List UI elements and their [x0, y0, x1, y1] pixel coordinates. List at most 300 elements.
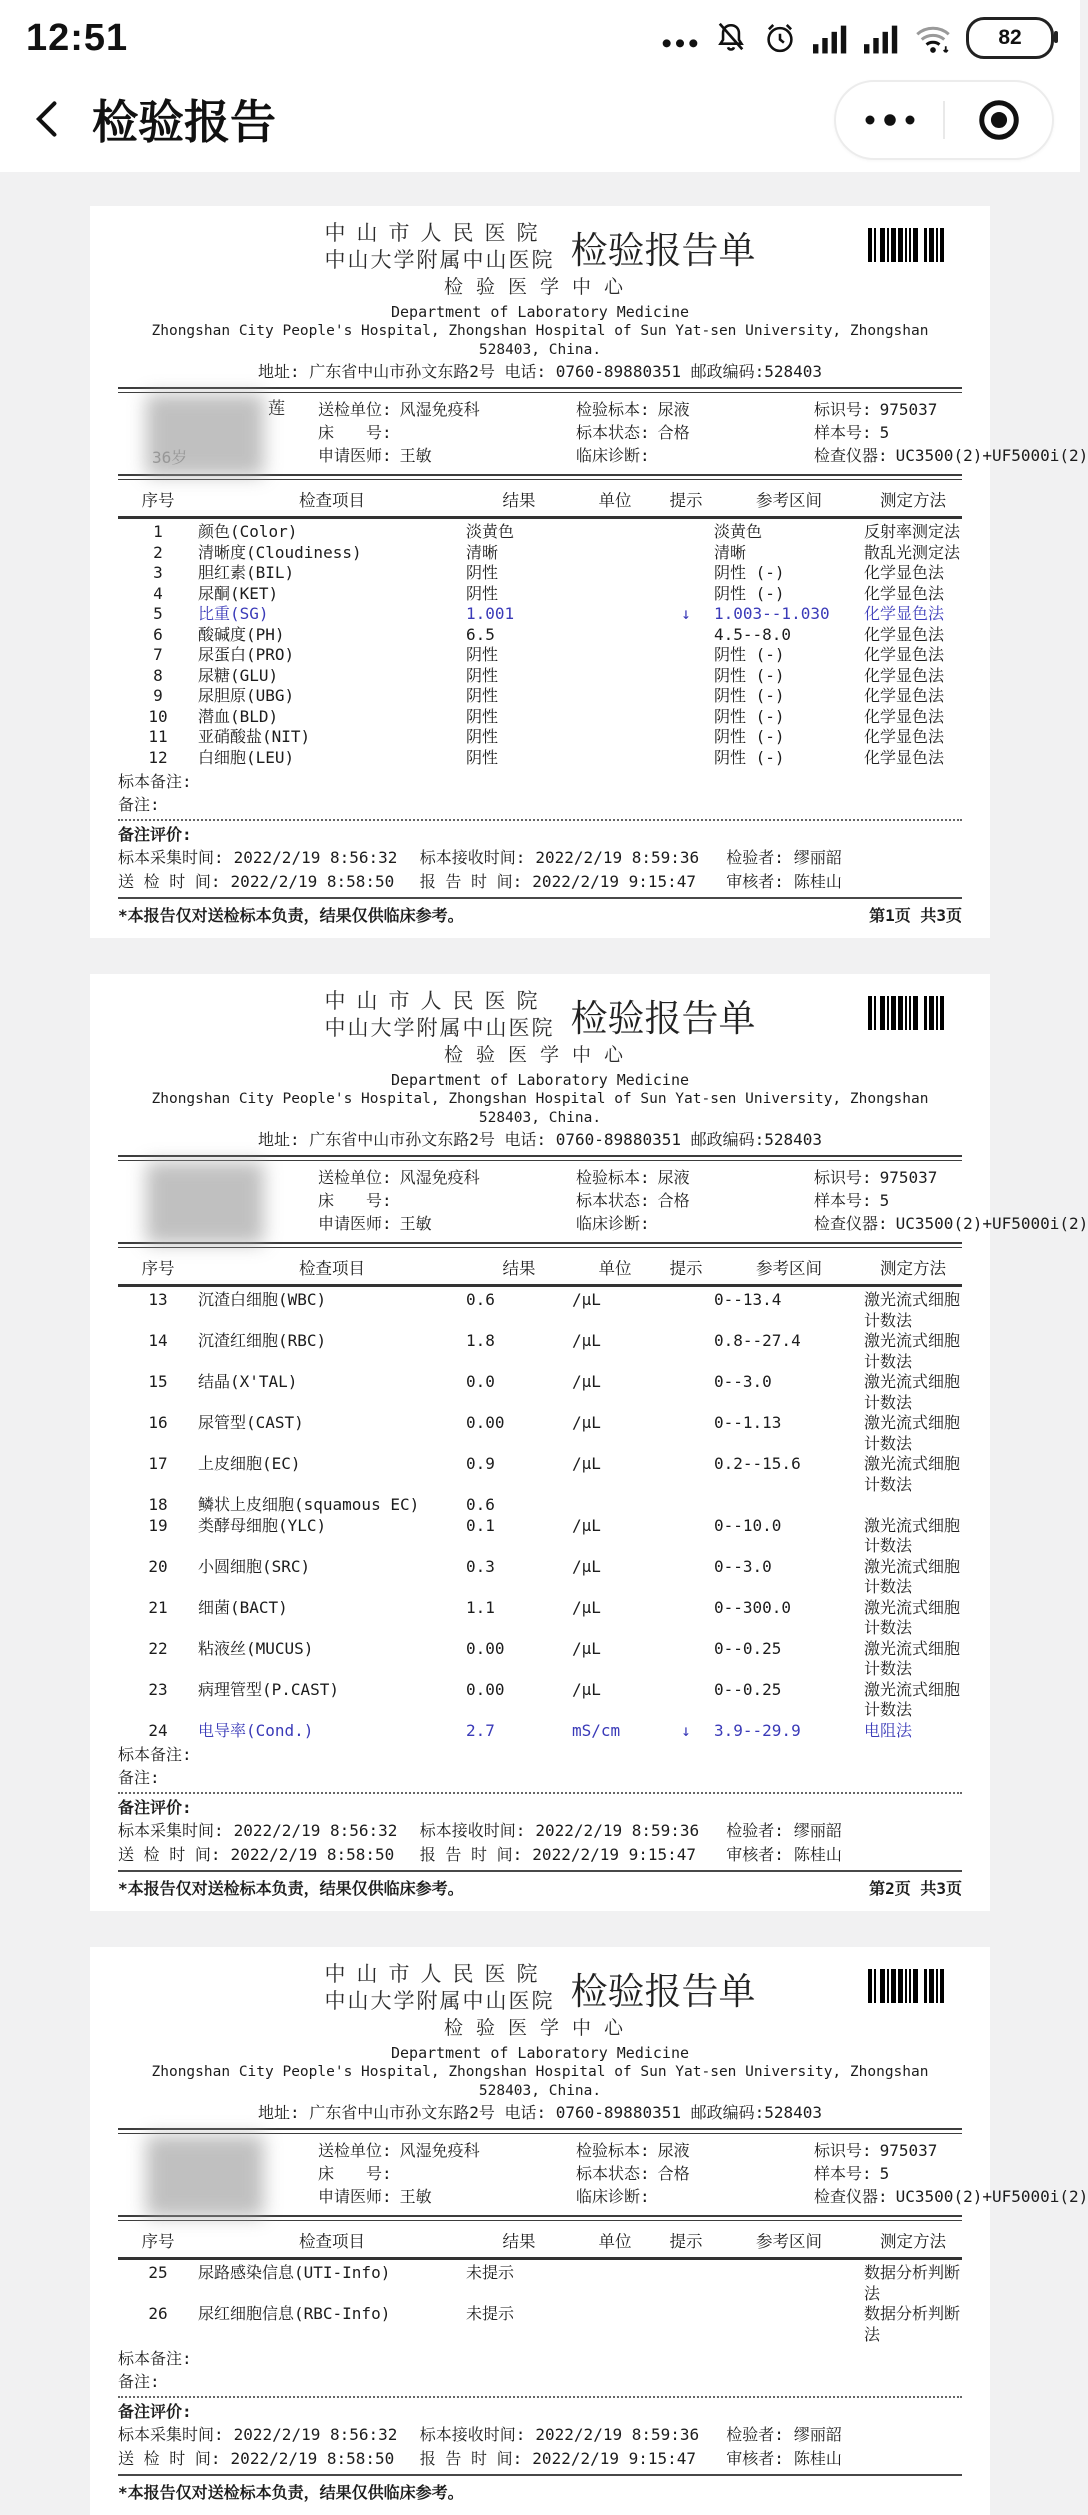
col-method: 测定方法	[880, 491, 946, 510]
reference-range: 0--13.4	[714, 1290, 782, 1309]
hospital-address: 地址: 广东省中山市孙文东路2号 电话: 0760-89880351 邮政编码:528403	[257, 1130, 823, 1149]
hospital-name-cn: 中山市人民医院	[324, 1962, 549, 1986]
test-item-name: 类酵母细胞(YLC)	[198, 1515, 327, 1535]
send-time-label: 送 检 时 间:	[118, 1845, 221, 1864]
reviewer-name: 陈桂山	[793, 872, 842, 891]
table-row	[118, 1290, 962, 1331]
test-item-name: 病理管型(P.CAST)	[198, 1679, 340, 1699]
reference-range: 阴性 (-)	[714, 583, 785, 603]
row-number: 16	[148, 1413, 168, 1432]
collect-time: 2022/2/19 8:56:32	[233, 1821, 398, 1840]
method: 数据分析判断法	[864, 2304, 961, 2344]
result-value: 阴性	[466, 706, 499, 726]
col-item: 检查项目	[299, 1259, 365, 1278]
table-row	[118, 727, 962, 748]
test-item-name: 电导率(Cond.)	[198, 1720, 314, 1740]
reviewer-label: 审核者:	[726, 872, 784, 891]
method: 化学显色法	[864, 727, 945, 746]
test-item-name: 尿糖(GLU)	[198, 665, 279, 685]
row-number: 21	[148, 1597, 168, 1617]
col-flag: 提示	[669, 1259, 703, 1278]
patient-col-specimen	[576, 2139, 814, 2208]
sample-label: 样本号:	[814, 1191, 872, 1210]
clock-time: 12:51	[26, 16, 129, 59]
divider	[118, 1155, 962, 1161]
lab-center-name: 检验医学中心	[443, 276, 636, 298]
method: 电阻法	[864, 1720, 913, 1740]
diagnosis-label: 临床诊断:	[576, 1214, 650, 1233]
report-time-label: 报 告 时 间:	[419, 2449, 523, 2468]
method: 化学显色法	[864, 583, 945, 603]
row-number: 1	[153, 522, 163, 541]
row-number: 17	[148, 1454, 168, 1473]
result-unit: /μL	[572, 1413, 601, 1432]
reference-range: 清晰	[714, 542, 747, 562]
test-item-name: 粘液丝(MUCUS)	[198, 1638, 314, 1658]
reference-range: 3.9--29.9	[714, 1720, 801, 1740]
reference-range: 0.2--15.6	[714, 1454, 801, 1473]
result-value: 0.1	[466, 1515, 495, 1535]
result-value: 1.001	[466, 604, 515, 623]
row-number: 6	[153, 624, 163, 644]
row-number: 8	[153, 665, 163, 685]
lab-center-name: 检验医学中心	[443, 2017, 636, 2039]
doctor-value: 王敏	[399, 446, 432, 465]
result-unit: /μL	[572, 1556, 601, 1576]
results-table-body	[118, 519, 962, 770]
row-number: 15	[148, 1372, 168, 1391]
department-en: Department of Laboratory Medicine	[390, 303, 689, 321]
col-item: 检查项目	[299, 2232, 365, 2251]
col-flag: 提示	[669, 491, 703, 510]
doctor-label: 申请医师:	[318, 446, 392, 465]
method: 化学显色法	[864, 604, 945, 623]
instrument-value: UC3500(2)+UF5000i(2)	[895, 2187, 1088, 2206]
barcode	[868, 228, 956, 266]
battery-indicator	[966, 17, 1054, 59]
method: 化学显色法	[864, 665, 945, 685]
id-value: 975037	[879, 1168, 938, 1187]
dept-label: 送检单位:	[318, 2141, 392, 2160]
back-button[interactable]	[26, 89, 78, 149]
row-number: 7	[153, 645, 163, 664]
status-icons	[660, 17, 1054, 59]
report-time: 2022/2/19 9:15:47	[532, 872, 697, 891]
dept-label: 送检单位:	[318, 1168, 392, 1187]
disclaimer: *本报告仅对送检标本负责，结果仅供临床参考。	[118, 1879, 464, 1898]
collect-time: 2022/2/19 8:56:32	[233, 848, 398, 867]
table-row	[118, 2304, 962, 2345]
dotted-divider	[118, 819, 962, 821]
patient-info	[118, 2137, 1088, 2211]
bed-label: 床 号:	[318, 423, 392, 442]
method: 激光流式细胞计数法	[864, 1679, 961, 1719]
barcode	[868, 996, 956, 1034]
result-value: 阴性	[466, 665, 499, 685]
examiner-label: 检验者:	[726, 2425, 784, 2444]
method: 激光流式细胞计数法	[864, 1290, 961, 1330]
page-number: 第1页 共3页	[869, 906, 962, 925]
dept-value: 风湿免疫科	[399, 1168, 480, 1187]
col-no: 序号	[141, 2232, 175, 2251]
divider	[118, 387, 962, 393]
method: 散乱光测定法	[864, 542, 961, 562]
page-title: 检验报告	[92, 96, 276, 148]
table-row	[118, 686, 962, 707]
more-menu-button[interactable]	[836, 82, 943, 158]
test-item-name: 尿胆原(UBG)	[198, 686, 295, 705]
test-item-name: 白细胞(LEU)	[198, 747, 295, 767]
reviewer-name: 陈桂山	[793, 1845, 842, 1864]
row-number: 3	[153, 563, 163, 582]
test-item-name: 尿路感染信息(UTI-Info)	[198, 2263, 391, 2282]
dept-label: 送检单位:	[318, 400, 392, 419]
status-value: 合格	[657, 1191, 690, 1210]
patient-col-ids	[814, 2139, 1088, 2208]
col-unit: 单位	[598, 491, 632, 510]
row-number: 5	[153, 604, 163, 623]
alarm-clock-icon	[762, 20, 798, 56]
col-no: 序号	[141, 491, 175, 510]
test-item-name: 颜色(Color)	[198, 522, 298, 541]
examiner-label: 检验者:	[726, 1821, 784, 1840]
send-time: 2022/2/19 8:58:50	[230, 872, 395, 891]
reviewer-name: 陈桂山	[793, 2449, 842, 2468]
signal-sim2-icon	[862, 21, 900, 55]
receive-time-label: 标本接收时间:	[419, 2425, 526, 2444]
col-range: 参考区间	[756, 2232, 822, 2251]
id-label: 标识号:	[814, 2141, 872, 2160]
patient-col-ids	[814, 398, 1088, 467]
patient-identity-redacted	[118, 2139, 318, 2208]
reference-range: 0--300.0	[714, 1597, 792, 1617]
table-row	[118, 645, 962, 666]
patient-identity-redacted	[118, 1166, 318, 1235]
test-item-name: 清晰度(Cloudiness)	[198, 542, 362, 562]
report-time: 2022/2/19 9:15:47	[532, 2449, 697, 2468]
report-header	[118, 988, 962, 1151]
miniprogram-capsule	[834, 80, 1054, 160]
result-value: 阴性	[466, 727, 499, 746]
row-number: 22	[148, 1638, 168, 1658]
nav-bar	[0, 66, 1080, 172]
collect-time: 2022/2/19 8:56:32	[233, 2425, 398, 2444]
reference-range: 阴性 (-)	[714, 686, 785, 705]
note: 备注:	[118, 2372, 160, 2391]
result-unit: /μL	[572, 1372, 601, 1391]
sample-value: 5	[879, 423, 890, 442]
table-row	[118, 1454, 962, 1495]
disclaimer: *本报告仅对送检标本负责，结果仅供临床参考。	[118, 2483, 464, 2502]
results-table-header	[118, 1251, 962, 1287]
table-row	[118, 1372, 962, 1413]
test-item-name: 沉渣红细胞(RBC)	[198, 1331, 327, 1350]
report-times	[118, 1819, 962, 1872]
row-number: 23	[148, 1679, 168, 1699]
row-number: 25	[148, 2263, 168, 2282]
table-row	[118, 1639, 962, 1680]
instrument-label: 检查仪器:	[814, 2187, 888, 2206]
redaction-blur	[146, 2135, 264, 2217]
reference-range: 阴性 (-)	[714, 665, 785, 685]
doctor-label: 申请医师:	[318, 2187, 392, 2206]
test-item-name: 尿蛋白(PRO)	[198, 645, 295, 664]
patient-col-ids	[814, 1166, 1088, 1235]
report-sheet-title: 检验报告单	[570, 229, 756, 272]
result-value: 阴性	[466, 563, 499, 582]
battery-percent: 82	[998, 26, 1022, 49]
specimen-note: 标本备注:	[118, 2349, 192, 2368]
test-item-name: 鳞状上皮细胞(squamous EC)	[198, 1495, 420, 1514]
reference-range: 0--0.25	[714, 1679, 782, 1699]
table-row	[118, 604, 962, 625]
dotted-divider	[118, 1792, 962, 1794]
wifi-icon	[913, 20, 953, 56]
status-bar	[0, 0, 1080, 66]
reference-range: 阴性 (-)	[714, 747, 785, 767]
hospital-address: 地址: 广东省中山市孙文东路2号 电话: 0760-89880351 邮政编码:528403	[257, 362, 823, 381]
col-result: 结果	[502, 2232, 536, 2251]
specimen-note: 标本备注:	[118, 1745, 192, 1764]
reference-range: 4.5--8.0	[714, 624, 792, 644]
id-value: 975037	[879, 2141, 938, 2160]
hospital-name-block	[325, 220, 555, 274]
page-number: 第2页 共3页	[869, 1879, 962, 1898]
barcode	[868, 1969, 956, 2007]
receive-time-label: 标本接收时间:	[419, 1821, 526, 1840]
reference-range: 0--3.0	[714, 1556, 772, 1576]
row-number: 26	[148, 2304, 168, 2323]
result-value: 0.3	[466, 1556, 495, 1576]
bed-label: 床 号:	[318, 2164, 392, 2183]
result-unit: /μL	[572, 1597, 601, 1617]
result-value: 阴性	[466, 583, 499, 603]
bed-label: 床 号:	[318, 1191, 392, 1210]
specimen-label: 检验标本:	[576, 1168, 650, 1187]
test-item-name: 亚硝酸盐(NIT)	[198, 727, 311, 746]
hospital-affiliation: 中山大学附属中山医院	[324, 248, 555, 272]
status-value: 合格	[657, 2164, 690, 2183]
row-number: 4	[153, 583, 163, 603]
row-number: 2	[153, 542, 163, 562]
receive-time: 2022/2/19 8:59:36	[535, 2425, 700, 2444]
row-number: 13	[148, 1290, 168, 1309]
test-item-name: 比重(SG)	[198, 604, 269, 623]
status-label: 标本状态:	[576, 423, 650, 442]
col-method: 测定方法	[880, 1259, 946, 1278]
reference-range: 阴性 (-)	[714, 645, 785, 664]
result-value: 0.00	[466, 1413, 505, 1432]
row-number: 14	[148, 1331, 168, 1350]
doctor-value: 王敏	[399, 2187, 432, 2206]
result-unit: /μL	[572, 1331, 601, 1350]
table-row	[118, 584, 962, 605]
method: 激光流式细胞计数法	[864, 1515, 961, 1555]
report-sheet-title: 检验报告单	[570, 997, 756, 1040]
disclaimer: *本报告仅对送检标本负责，结果仅供临床参考。	[118, 906, 464, 925]
test-item-name: 结晶(X'TAL)	[198, 1372, 298, 1391]
reference-range: 淡黄色	[714, 522, 763, 541]
method: 激光流式细胞计数法	[864, 1454, 961, 1494]
result-value: 1.1	[466, 1597, 495, 1617]
col-range: 参考区间	[756, 1259, 822, 1278]
abnormal-arrow-icon: ↓	[681, 604, 691, 623]
send-time-label: 送 检 时 间:	[118, 2449, 221, 2468]
result-value: 阴性	[466, 686, 499, 705]
instrument-value: UC3500(2)+UF5000i(2)	[895, 1214, 1088, 1233]
test-item-name: 尿酮(KET)	[198, 583, 279, 603]
result-unit: /μL	[572, 1454, 601, 1473]
table-row	[118, 563, 962, 584]
method: 化学显色法	[864, 563, 945, 582]
dept-value: 风湿免疫科	[399, 2141, 480, 2160]
method: 化学显色法	[864, 624, 945, 644]
specimen-value: 尿液	[657, 2141, 690, 2160]
patient-info	[118, 1164, 1088, 1238]
method: 激光流式细胞计数法	[864, 1597, 961, 1637]
result-value: 清晰	[466, 542, 499, 562]
reference-range: 0--1.13	[714, 1413, 782, 1432]
row-number: 10	[148, 706, 168, 726]
table-row	[118, 1413, 962, 1454]
hospital-name-en: Zhongshan City People's Hospital, Zhongshan Hospital of Sun Yat-sen University, Zhongshan 528403, China.	[151, 1091, 929, 1126]
send-time: 2022/2/19 8:58:50	[230, 2449, 395, 2468]
reference-range: 0.8--27.4	[714, 1331, 801, 1350]
row-number: 24	[148, 1720, 168, 1740]
hospital-name-cn: 中山市人民医院	[324, 221, 549, 245]
result-value: 阴性	[466, 747, 499, 767]
diagnosis-label: 临床诊断:	[576, 446, 650, 465]
result-value: 0.6	[466, 1495, 495, 1514]
receive-time: 2022/2/19 8:59:36	[535, 848, 700, 867]
specimen-note: 标本备注:	[118, 772, 192, 791]
sample-label: 样本号:	[814, 2164, 872, 2183]
col-no: 序号	[141, 1259, 175, 1278]
hospital-affiliation: 中山大学附属中山医院	[324, 1989, 555, 2013]
results-table-body	[118, 2260, 962, 2347]
result-unit: /μL	[572, 1638, 601, 1658]
patient-identity-redacted	[118, 398, 318, 467]
result-value: 0.00	[466, 1679, 505, 1699]
patient-col-admin	[318, 2139, 576, 2208]
test-item-name: 上皮细胞(EC)	[198, 1454, 301, 1473]
method: 化学显色法	[864, 706, 945, 726]
diagnosis-label: 临床诊断:	[576, 2187, 650, 2206]
report-times	[118, 846, 962, 899]
status-value: 合格	[657, 423, 690, 442]
department-en: Department of Laboratory Medicine	[390, 2044, 689, 2062]
test-item-name: 酸碱度(PH)	[198, 624, 285, 644]
results-table-body	[118, 1287, 962, 1743]
patient-age-visible: 36岁	[152, 448, 188, 467]
status-label: 标本状态:	[576, 2164, 650, 2183]
table-row	[118, 625, 962, 646]
id-label: 标识号:	[814, 1168, 872, 1187]
result-value: 0.0	[466, 1372, 495, 1391]
row-number: 19	[148, 1515, 168, 1535]
table-row	[118, 543, 962, 564]
report-page	[90, 1947, 1088, 2515]
sample-value: 5	[879, 2164, 890, 2183]
report-times	[118, 2423, 962, 2476]
close-home-button[interactable]	[945, 82, 1052, 158]
examiner-name: 缪丽韶	[793, 1821, 842, 1840]
table-row	[118, 1721, 962, 1742]
result-value: 6.5	[466, 624, 495, 644]
method: 激光流式细胞计数法	[864, 1331, 961, 1371]
method: 化学显色法	[864, 686, 945, 705]
reviewer-label: 审核者:	[726, 2449, 784, 2468]
specimen-label: 检验标本:	[576, 400, 650, 419]
collect-time-label: 标本采集时间:	[118, 1821, 224, 1840]
hospital-name-cn: 中山市人民医院	[324, 989, 549, 1013]
report-sheet-title: 检验报告单	[570, 1970, 756, 2013]
result-unit: /μL	[572, 1679, 601, 1699]
send-time: 2022/2/19 8:58:50	[230, 1845, 395, 1864]
table-row	[118, 1598, 962, 1639]
patient-name-visible: 莲	[268, 399, 285, 419]
table-row	[118, 522, 962, 543]
result-value: 2.7	[466, 1720, 495, 1740]
bell-muted-icon	[713, 20, 749, 56]
note-evaluation: 备注评价:	[118, 1798, 192, 1817]
reference-range: 0--10.0	[714, 1515, 782, 1535]
method: 反射率测定法	[864, 522, 961, 541]
method: 激光流式细胞计数法	[864, 1556, 961, 1596]
dotted-divider	[118, 2396, 962, 2398]
method: 化学显色法	[864, 645, 945, 664]
collect-time-label: 标本采集时间:	[118, 2425, 224, 2444]
id-label: 标识号:	[814, 400, 872, 419]
patient-col-specimen	[576, 398, 814, 467]
reference-range: 1.003--1.030	[714, 604, 830, 623]
test-item-name: 潜血(BLD)	[198, 706, 279, 726]
report-scroll-area[interactable]	[0, 172, 1088, 2502]
col-flag: 提示	[669, 2232, 703, 2251]
col-method: 测定方法	[880, 2232, 946, 2251]
note-evaluation: 备注评价:	[118, 2402, 192, 2421]
test-item-name: 细菌(BACT)	[198, 1597, 288, 1617]
reference-range: 0--0.25	[714, 1638, 782, 1658]
sample-label: 样本号:	[814, 423, 872, 442]
col-unit: 单位	[598, 1259, 632, 1278]
hospital-name-en: Zhongshan City People's Hospital, Zhongshan Hospital of Sun Yat-sen University, Zhongshan 528403, China.	[151, 2064, 929, 2099]
table-row	[118, 1516, 962, 1557]
test-item-name: 尿红细胞信息(RBC-Info)	[198, 2304, 391, 2323]
method: 激光流式细胞计数法	[864, 1638, 961, 1678]
result-value: 阴性	[466, 645, 499, 664]
note: 备注:	[118, 1768, 160, 1787]
test-item-name: 沉渣白细胞(WBC)	[198, 1290, 327, 1309]
examiner-name: 缪丽韶	[793, 848, 842, 867]
col-range: 参考区间	[756, 491, 822, 510]
row-number: 11	[148, 727, 168, 746]
report-time: 2022/2/19 9:15:47	[532, 1845, 697, 1864]
row-number: 18	[148, 1495, 168, 1514]
send-time-label: 送 检 时 间:	[118, 872, 221, 891]
abnormal-arrow-icon: ↓	[681, 1720, 691, 1740]
instrument-label: 检查仪器:	[814, 1214, 888, 1233]
examiner-name: 缪丽韶	[793, 2425, 842, 2444]
status-label: 标本状态:	[576, 1191, 650, 1210]
reviewer-label: 审核者:	[726, 1845, 784, 1864]
col-result: 结果	[502, 1259, 536, 1278]
row-number: 20	[148, 1556, 168, 1576]
note: 备注:	[118, 795, 160, 814]
table-row	[118, 2263, 962, 2304]
receive-time: 2022/2/19 8:59:36	[535, 1821, 700, 1840]
table-row	[118, 1557, 962, 1598]
